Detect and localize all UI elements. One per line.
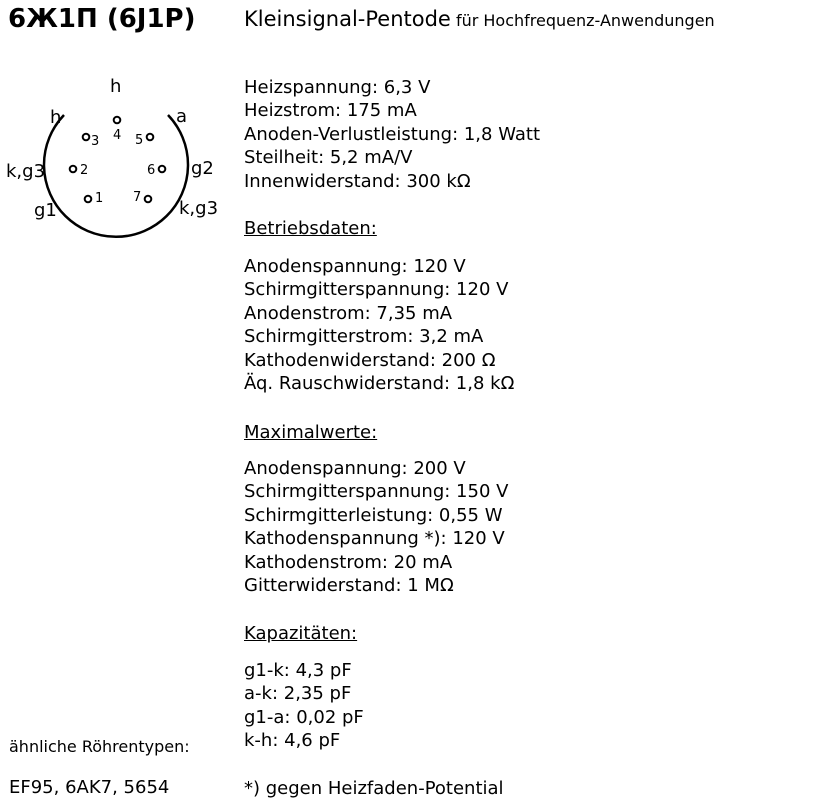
- pin-circle-6: [159, 166, 166, 173]
- similar-types-list: EF95, 6AK7, 5654: [9, 777, 170, 798]
- betrieb-item: Äq. Rauschwiderstand: 1,8 kΩ: [244, 372, 515, 394]
- pin-circle-3: [83, 134, 90, 141]
- maximal-item: Gitterwiderstand: 1 MΩ: [244, 574, 454, 596]
- betriebsdaten-list: [244, 255, 514, 395]
- kapazitaet-item: a-k: 2,35 pF: [244, 683, 352, 705]
- maximal-item: Anodenspannung: 200 V: [244, 458, 466, 479]
- maximalwerte-list: [244, 457, 508, 597]
- pin-circle-2: [70, 166, 77, 173]
- pin-label-right: g2: [191, 158, 214, 179]
- spec-item: Steilheit: 5,2 mA/V: [244, 147, 413, 169]
- betrieb-item: Kathodenwiderstand: 200 Ω: [244, 349, 496, 371]
- subtitle-rest: für Hochfrequenz-Anwendungen: [455, 11, 715, 30]
- pin-label-bottom-right: k,g3: [179, 198, 219, 219]
- betrieb-item: Anodenstrom: 7,35 mA: [244, 302, 453, 324]
- pin-label-left: k,g3: [6, 161, 46, 182]
- maximal-item: Kathodenstrom: 20 mA: [244, 551, 453, 573]
- pin-number: 3: [91, 134, 100, 149]
- pin-number: 4: [113, 128, 122, 143]
- subtitle: [244, 7, 715, 31]
- maximal-item: Kathodenspannung *): 120 V: [244, 528, 505, 550]
- betrieb-item: Schirmgitterspannung: 120 V: [244, 279, 509, 301]
- pinout-diagram: [0, 70, 226, 240]
- maximalwerte-heading: Maximalwerte:: [244, 422, 378, 443]
- similar-types-label: ähnliche Röhrentypen:: [9, 737, 190, 756]
- maximal-item: Schirmgitterleistung: 0,55 W: [244, 504, 503, 526]
- pin-number: 6: [147, 163, 156, 178]
- kapazitaeten-list: [244, 659, 364, 753]
- pin-label-bottom-left: g1: [34, 200, 57, 221]
- pin-number: 2: [80, 163, 89, 178]
- betrieb-item: Anodenspannung: 120 V: [244, 256, 466, 277]
- pin-circle-4: [114, 117, 121, 124]
- pin-label-top-left: h: [50, 107, 62, 128]
- pin-circle-1: [85, 196, 92, 203]
- spec-item: Innenwiderstand: 300 kΩ: [244, 170, 471, 192]
- subtitle-main: Kleinsignal-Pentode: [244, 7, 451, 31]
- footnote: *) gegen Heizfaden-Potential: [244, 778, 504, 799]
- kapazitaet-item: g1-a: 0,02 pF: [244, 706, 364, 728]
- spec-item: Heizstrom: 175 mA: [244, 100, 417, 122]
- betrieb-item: Schirmgitterstrom: 3,2 mA: [244, 326, 484, 348]
- pin-label-top-right: a: [176, 106, 188, 127]
- kapazitaet-item: g1-k: 4,3 pF: [244, 660, 352, 681]
- pin-number: 1: [95, 191, 104, 206]
- betriebsdaten-heading: Betriebsdaten:: [244, 218, 377, 239]
- spec-item: Anoden-Verlustleistung: 1,8 Watt: [244, 123, 540, 145]
- kapazitaet-item: k-h: 4,6 pF: [244, 730, 341, 752]
- pin-circle-5: [147, 134, 154, 141]
- pin-number: 5: [135, 133, 144, 148]
- spec-item: Heizspannung: 6,3 V: [244, 77, 431, 98]
- kapazitaeten-heading: Kapazitäten:: [244, 623, 358, 644]
- maximal-item: Schirmgitterspannung: 150 V: [244, 481, 509, 503]
- pin-circle-7: [145, 196, 152, 203]
- pin-label-top: h: [110, 76, 122, 97]
- page-title: 6Ж1П (6J1P): [8, 4, 196, 34]
- specs-list: [244, 76, 540, 193]
- pin-number: 7: [133, 190, 142, 205]
